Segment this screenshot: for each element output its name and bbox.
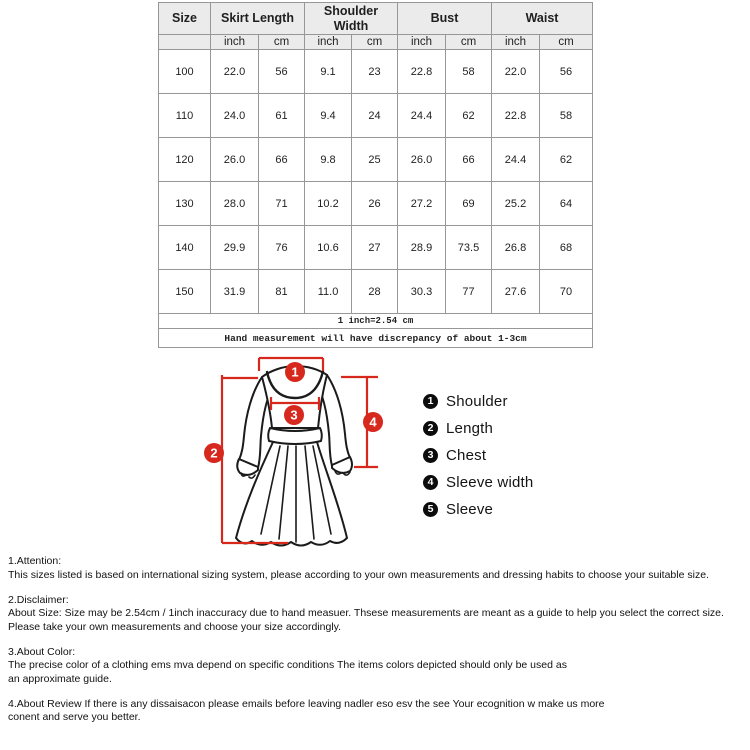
value-cell: 26.0 (398, 138, 446, 182)
value-cell: 64 (540, 182, 593, 226)
about-review-section (8, 698, 748, 725)
table-row (159, 50, 593, 94)
value-cell: 81 (259, 270, 305, 314)
unit-header: cm (259, 35, 305, 50)
value-cell: 24.4 (492, 138, 540, 182)
value-cell: 24.4 (398, 94, 446, 138)
value-cell: 28 (352, 270, 398, 314)
value-cell: 26 (352, 182, 398, 226)
unit-header: inch (492, 35, 540, 50)
value-cell: 30.3 (398, 270, 446, 314)
marker-4-badge (363, 412, 383, 432)
circled-number-4-icon: 4 (423, 475, 438, 490)
section-text: an approximate guide. (8, 672, 112, 685)
value-cell: 25 (352, 138, 398, 182)
table-header-row (159, 3, 593, 35)
legend-label: Sleeve (446, 501, 494, 518)
marker-1-badge (285, 362, 305, 382)
value-cell: 27 (352, 226, 398, 270)
value-cell: 10.6 (305, 226, 352, 270)
value-cell: 31.9 (211, 270, 259, 314)
unit-header: inch (211, 35, 259, 50)
unit-header: cm (540, 35, 593, 50)
value-cell: 24 (352, 94, 398, 138)
section-text: About Size: Size may be 2.54cm / 1inch inaccuracy due to hand measuer. Thsese measurements are meant as a guide to help you select the correct size. (8, 607, 724, 619)
unit-header: cm (352, 35, 398, 50)
col-header-shoulder-width: Shoulder Width (305, 3, 398, 35)
table-row (159, 138, 593, 182)
circled-number-2-icon: 2 (423, 421, 438, 436)
section-text: Please take your own measurements and choose your size accordingly. (8, 620, 342, 633)
about-notes (8, 555, 748, 736)
svg-text:1: 1 (291, 364, 299, 380)
legend-label: Shoulder (446, 393, 508, 410)
col-header-bust: Bust (398, 3, 492, 35)
value-cell: 9.1 (305, 50, 352, 94)
col-header-skirt-length: Skirt Length (211, 3, 305, 35)
waistband (268, 428, 322, 444)
measurement-legend (423, 388, 533, 523)
table-row (159, 270, 593, 314)
value-cell: 66 (259, 138, 305, 182)
value-cell: 22.0 (211, 50, 259, 94)
col-header-size: Size (159, 3, 211, 35)
table-row (159, 94, 593, 138)
unit-header: inch (305, 35, 352, 50)
unit-header: inch (398, 35, 446, 50)
value-cell: 76 (259, 226, 305, 270)
value-cell: 10.2 (305, 182, 352, 226)
unit-header: cm (446, 35, 492, 50)
value-cell: 26.0 (211, 138, 259, 182)
legend-label: Chest (446, 447, 487, 464)
value-cell: 22.8 (398, 50, 446, 94)
value-cell: 70 (540, 270, 593, 314)
value-cell: 25.2 (492, 182, 540, 226)
value-cell: 73.5 (446, 226, 492, 270)
value-cell: 58 (446, 50, 492, 94)
size-cell: 140 (159, 226, 211, 270)
value-cell: 28.9 (398, 226, 446, 270)
value-cell: 66 (446, 138, 492, 182)
table-row (159, 226, 593, 270)
size-cell: 120 (159, 138, 211, 182)
value-cell: 69 (446, 182, 492, 226)
svg-text:3: 3 (290, 407, 298, 423)
value-cell: 28.0 (211, 182, 259, 226)
marker-3-badge (284, 405, 304, 425)
value-cell: 29.9 (211, 226, 259, 270)
size-cell: 110 (159, 94, 211, 138)
conversion-note: 1 inch=2.54 cm (159, 314, 593, 329)
measurement-note: Hand measurement will have discrepancy of about 1-3cm (159, 329, 593, 348)
value-cell: 62 (540, 138, 593, 182)
value-cell: 62 (446, 94, 492, 138)
dress-measurement-diagram (195, 352, 405, 557)
about-color-section (8, 646, 748, 687)
value-cell: 27.2 (398, 182, 446, 226)
table-note-row (159, 314, 593, 329)
value-cell: 24.0 (211, 94, 259, 138)
value-cell: 77 (446, 270, 492, 314)
value-cell: 56 (259, 50, 305, 94)
value-cell: 61 (259, 94, 305, 138)
table-units-row (159, 35, 593, 50)
legend-label: Length (446, 420, 494, 437)
section-text: This sizes listed is based on international sizing system, please according to your own measurements and dressing habits to choose your suitable size. (8, 568, 709, 581)
value-cell: 27.6 (492, 270, 540, 314)
value-cell: 9.8 (305, 138, 352, 182)
value-cell: 23 (352, 50, 398, 94)
legend-label: Sleeve width (446, 474, 534, 491)
attention-section (8, 555, 748, 582)
legend-item-shoulder (423, 388, 533, 415)
size-cell: 100 (159, 50, 211, 94)
section-title: 3.About Color: (8, 645, 76, 658)
legend-item-sleeve-width (423, 469, 533, 496)
circled-number-3-icon: 3 (423, 448, 438, 463)
section-title: 1.Attention: (8, 555, 62, 567)
legend-item-length (423, 415, 533, 442)
svg-text:2: 2 (210, 445, 218, 461)
section-text: conent and serve you better. (8, 711, 141, 723)
value-cell: 22.8 (492, 94, 540, 138)
section-text: The precise color of a clothing ems mva depend on specific conditions The items colors depicted should only be used as (8, 659, 567, 671)
circled-number-5-icon: 5 (423, 502, 438, 517)
table-row (159, 182, 593, 226)
legend-item-sleeve (423, 496, 533, 523)
section-text: 4.About Review If there is any dissaisacon please emails before leaving nadler eso esv the see Your ecognition w make us more (8, 697, 605, 710)
circled-number-1-icon: 1 (423, 394, 438, 409)
value-cell: 68 (540, 226, 593, 270)
value-cell: 56 (540, 50, 593, 94)
unit-header-blank (159, 35, 211, 50)
marker-2-badge (204, 443, 224, 463)
size-cell: 130 (159, 182, 211, 226)
svg-text:4: 4 (369, 414, 377, 430)
value-cell: 71 (259, 182, 305, 226)
legend-item-chest (423, 442, 533, 469)
dress-icon (236, 366, 352, 546)
value-cell: 58 (540, 94, 593, 138)
section-title: 2.Disclaimer: (8, 593, 69, 606)
disclaimer-section (8, 594, 748, 635)
value-cell: 26.8 (492, 226, 540, 270)
value-cell: 22.0 (492, 50, 540, 94)
size-cell: 150 (159, 270, 211, 314)
size-chart-table (158, 2, 593, 348)
value-cell: 11.0 (305, 270, 352, 314)
value-cell: 9.4 (305, 94, 352, 138)
col-header-waist: Waist (492, 3, 593, 35)
table-note-row (159, 329, 593, 348)
